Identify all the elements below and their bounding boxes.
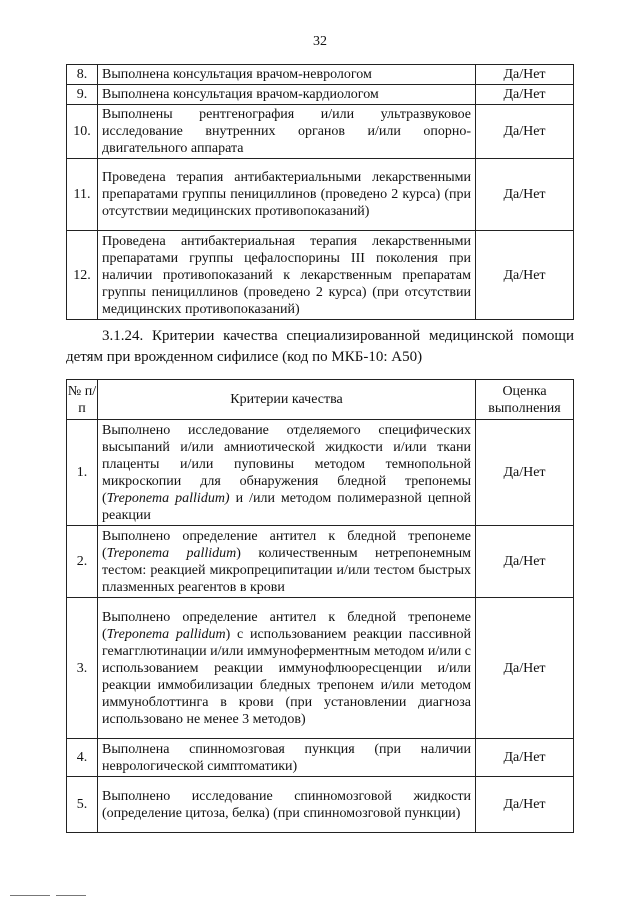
- row-number: 3.: [67, 598, 98, 739]
- row-number: 8.: [67, 65, 98, 85]
- criterion-text: Выполнены рентгенография и/или ультразвуковое исследование внутренних органов и/или опорно-двигательного аппарата: [98, 105, 476, 159]
- criteria-table-continued: [66, 64, 574, 320]
- criterion-text: Проведена терапия антибактериальными лекарственными препаратами группы пенициллинов (проведено 2 курса) (при отсутствии медицинских противопоказаний): [98, 159, 476, 231]
- criterion-text: Выполнена спинномозговая пункция (при наличии неврологической симптоматики): [98, 739, 476, 777]
- table-row: [67, 739, 574, 777]
- table-header-row: [67, 380, 574, 420]
- evaluation-value: Да/Нет: [476, 105, 574, 159]
- criterion-text: [98, 526, 476, 598]
- row-number: 10.: [67, 105, 98, 159]
- table-row: [67, 526, 574, 598]
- table-row: [67, 105, 574, 159]
- criterion-text-part: ) с использованием реакции пассивной гемагглютинации и/или иммуноферментным методом и/или с использованием реакции иммунофлюоресценции и/или реакции иммобилизации бледных трепонем и/или методом иммуноблоттинга в крови (при установлении диагноза использовано не менее 3 методов): [102, 626, 471, 727]
- pathogen-name: Treponema pallidum: [106, 626, 226, 642]
- table-row: [67, 420, 574, 526]
- section-heading: 3.1.24. Критерии качества специализированной медицинской помощи детям при врожденном сифилисе (код по МКБ-10: A50): [66, 328, 574, 365]
- criterion-text-part: ) количественным нетрепонемным тестом: реакцией микропреципитации и/или тестом быстрых плазменных реагентов в крови: [102, 545, 472, 595]
- footer-rule: [10, 895, 50, 896]
- column-header-evaluation: Оценка выполнения: [476, 380, 574, 420]
- criterion-text: Выполнена консультация врачом-неврологом: [98, 65, 476, 85]
- row-number: 5.: [67, 777, 98, 833]
- evaluation-value: Да/Нет: [476, 777, 574, 833]
- evaluation-value: Да/Нет: [476, 65, 574, 85]
- criterion-text-part: Выполнено определение антител к бледной трепонеме (: [102, 528, 471, 561]
- page-number: 32: [313, 34, 327, 49]
- row-number: 4.: [67, 739, 98, 777]
- column-header-criteria: Критерии качества: [98, 380, 476, 420]
- criterion-text-part: Выполнено исследование отделяемого специфических высыпаний и/или амниотической жидкости и/или ткани плаценты и/или пуповины методом темнопольной микроскопии для обнаружения бледной трепонемы (: [102, 422, 471, 506]
- footer-rule: [56, 895, 86, 896]
- pathogen-name: Treponema pallidum: [106, 545, 237, 561]
- table-row: [67, 231, 574, 320]
- evaluation-value: Да/Нет: [476, 526, 574, 598]
- row-number: 11.: [67, 159, 98, 231]
- evaluation-value: Да/Нет: [476, 598, 574, 739]
- pathogen-name: Treponema pallidum): [106, 490, 230, 506]
- row-number: 9.: [67, 85, 98, 105]
- row-number: 12.: [67, 231, 98, 320]
- evaluation-value: Да/Нет: [476, 159, 574, 231]
- table-row: [67, 777, 574, 833]
- criterion-text: Проведена антибактериальная терапия лекарственными препаратами группы цефалоспорины III поколения при наличии противопоказаний к лекарственным препаратам группы пенициллинов (проведено 2 курса) (при отсутствии медицинских противопоказаний): [98, 231, 476, 320]
- evaluation-value: Да/Нет: [476, 85, 574, 105]
- criterion-text: [98, 598, 476, 739]
- column-header-number: № п/п: [67, 380, 98, 420]
- evaluation-value: Да/Нет: [476, 420, 574, 526]
- criterion-text-part: Выполнено определение антител к бледной трепонеме (: [102, 609, 471, 642]
- table-row: [67, 65, 574, 85]
- criterion-text: Выполнено исследование спинномозговой жидкости (определение цитоза, белка) (при спинномозговой пункции): [98, 777, 476, 833]
- criterion-text-part: и /или методом полимеразной цепной реакции: [102, 490, 471, 523]
- criterion-text: [98, 420, 476, 526]
- row-number: 2.: [67, 526, 98, 598]
- evaluation-value: Да/Нет: [476, 739, 574, 777]
- table-row: [67, 159, 574, 231]
- table-row: [67, 85, 574, 105]
- table-row: [67, 598, 574, 739]
- row-number: 1.: [67, 420, 98, 526]
- criteria-table: [66, 379, 574, 833]
- evaluation-value: Да/Нет: [476, 231, 574, 320]
- criterion-text: Выполнена консультация врачом-кардиологом: [98, 85, 476, 105]
